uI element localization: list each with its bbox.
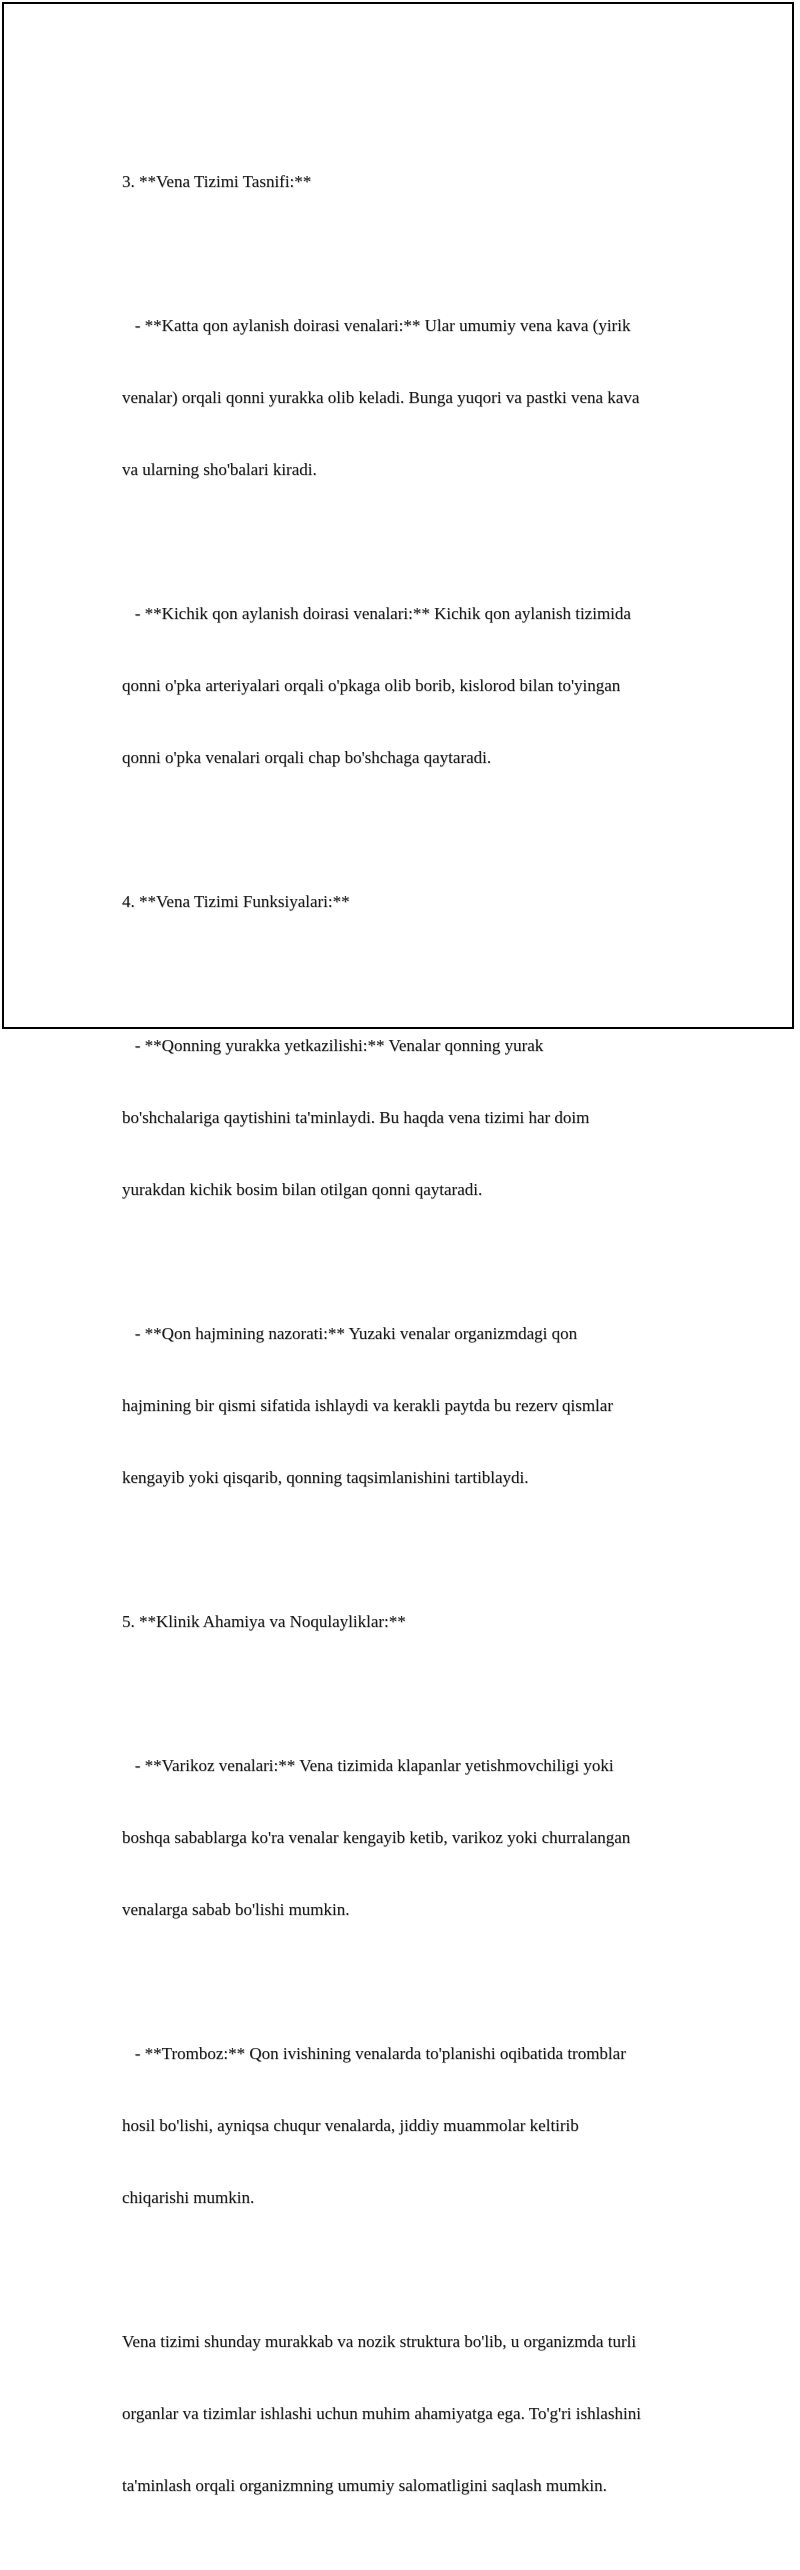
text-line: organlar va tizimlar ishlashi uchun muhim ahamiyatga ega. To'g'ri ishlashini [122,2404,641,2423]
list-item-katta-qon [122,266,702,530]
text-line: - **Varikoz venalari:** Vena tizimida klapanlar yetishmovchiligi yoki [122,1756,614,1775]
list-item-qon-hajmining [122,1274,702,1538]
text-line: 5. **Klinik Ahamiya va Noqulayliklar:** [122,1612,406,1631]
text-line: boshqa sabablarga ko'ra venalar kengayib ketib, varikoz yoki churralangan [122,1828,631,1847]
conclusion-paragraph [122,2282,702,2546]
text-line: - **Qonning yurakka yetkazilishi:** Venalar qonning yurak [122,1036,544,1055]
text-line: 4. **Vena Tizimi Funksiyalari:** [122,892,350,911]
text-line: bo'shchalariga qaytishini ta'minlaydi. Bu haqda vena tizimi har doim [122,1108,590,1127]
text-line: qonni o'pka arteriyalari orqali o'pkaga olib borib, kislorod bilan to'yingan [122,676,621,695]
list-item-qonning-yurakka [122,986,702,1250]
text-line: Vena tizimi shunday murakkab va nozik struktura bo'lib, u organizmda turli [122,2332,637,2351]
document-body [122,122,702,2570]
list-item-varikoz [122,1706,702,1970]
text-line: hajmining bir qismi sifatida ishlaydi va kerakli paytda bu rezerv qismlar [122,1396,613,1415]
text-line: - **Katta qon aylanish doirasi venalari:** Ular umumiy vena kava (yirik [122,316,631,335]
text-line: chiqarishi mumkin. [122,2188,255,2207]
text-line: ta'minlash orqali organizmning umumiy salomatligini saqlash mumkin. [122,2476,607,2495]
text-line: hosil bo'lishi, ayniqsa chuqur venalarda, jiddiy muammolar keltirib [122,2116,579,2135]
section-heading-5 [122,1562,702,1682]
text-line: yurakdan kichik bosim bilan otilgan qonni qaytaradi. [122,1180,483,1199]
text-line: kengayib yoki qisqarib, qonning taqsimlanishini tartiblaydi. [122,1468,529,1487]
page-frame [2,2,794,2495]
text-line: - **Tromboz:** Qon ivishining venalarda to'planishi oqibatida tromblar [122,2044,626,2063]
text-line: 3. **Vena Tizimi Tasnifi:** [122,172,312,191]
text-line: qonni o'pka venalari orqali chap bo'shchaga qaytaradi. [122,748,492,767]
text-line: - **Kichik qon aylanish doirasi venalari:** Kichik qon aylanish tizimida [122,604,631,623]
list-item-kichik-qon [122,554,702,818]
section-heading-4 [122,842,702,962]
list-item-tromboz [122,1994,702,2258]
text-line: venalar) orqali qonni yurakka olib keladi. Bunga yuqori va pastki vena kava [122,388,640,407]
text-line: venalarga sabab bo'lishi mumkin. [122,1900,350,1919]
section-heading-3 [122,122,702,242]
text-line: - **Qon hajmining nazorati:** Yuzaki venalar organizmdagi qon [122,1324,578,1343]
text-line: va ularning sho'balari kiradi. [122,460,317,479]
